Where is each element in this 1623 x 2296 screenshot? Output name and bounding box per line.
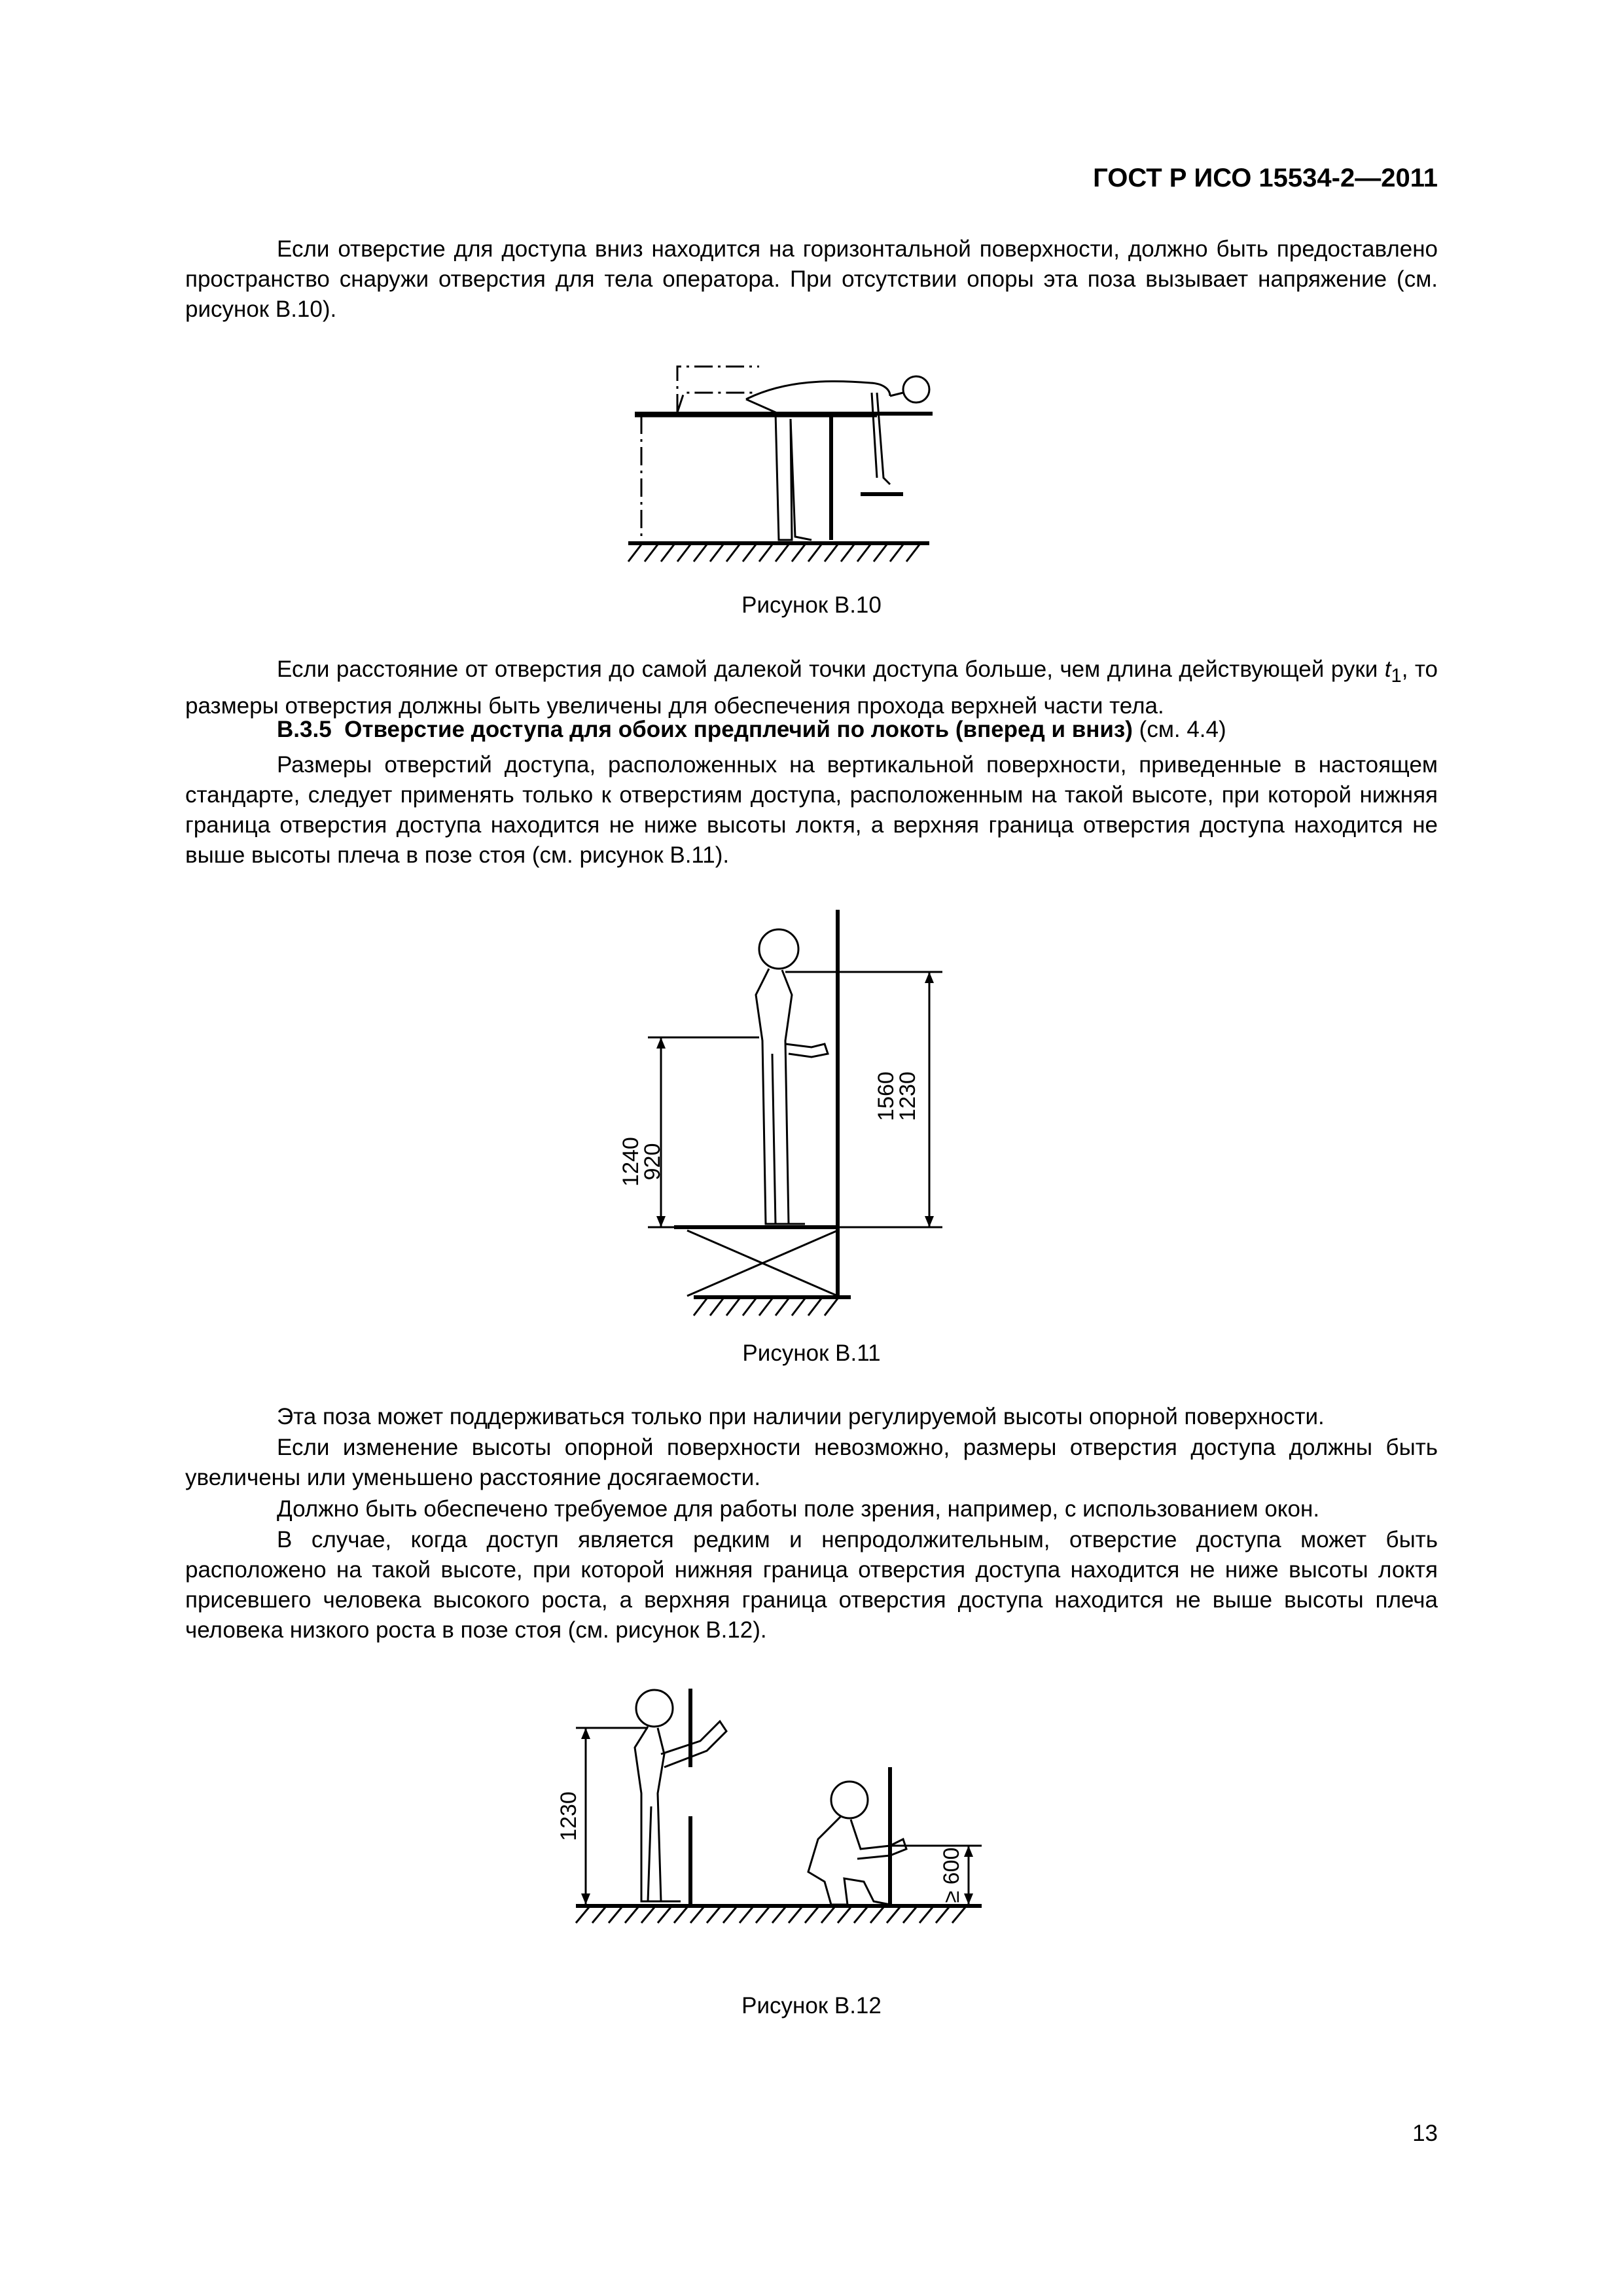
section-ref: (см. 4.4) — [1139, 717, 1226, 742]
paragraph-2-text-a: Если расстояние от отверстия до самой далекой точки доступа больше, чем длина действующей руки — [277, 656, 1385, 682]
paragraph-7: В случае, когда доступ является редким и непродолжительным, отверстие доступа может быть расположено на такой высоте, при которой нижняя граница отверстия доступа находится не ниже высоты локтя присевшего человека высокого роста, а верхняя граница отверстия доступа находится не выше высоты плеча человека низкого роста в позе стоя (см. рисунок В.12). — [185, 1527, 1438, 1643]
figure-b12 — [550, 1682, 1008, 1944]
page-number: 13 — [1412, 2121, 1438, 2146]
paragraph-2 — [185, 655, 1438, 721]
section-heading — [185, 715, 1438, 745]
paragraph-1: Если отверстие для доступа вниз находится на горизонтальной поверхности, должно быть предоставлено пространство снаружи отверстия для тела оператора. При отсутствии опоры эта поза вызывает напряжение (см. рисунок В.10). — [185, 236, 1438, 322]
figure-b11-caption: Рисунок В.11 — [742, 1340, 881, 1366]
symbol-t: t — [1384, 656, 1391, 682]
paragraph-4: Эта поза может поддерживаться только при наличии регулируемой высоты опорной поверхности. — [277, 1404, 1325, 1429]
dim-right-bottom: 1230 — [895, 1071, 920, 1121]
paragraph-3: Размеры отверстий доступа, расположенных на вертикальной поверхности, приведенные в настоящем стандарте, следует применять только к отверстиям доступа, расположенным на такой высоте, при которой нижняя граница отверстия доступа находится не ниже высоты локтя, а верхняя граница отверстия доступа находится не выше высоты плеча в позе стоя (см. рисунок В.11). — [185, 752, 1438, 868]
paragraph-6: Должно быть обеспечено требуемое для работы поле зрения, например, с использованием окон. — [277, 1496, 1320, 1522]
figure-b10 — [615, 353, 942, 576]
dim-left-bottom: 920 — [640, 1143, 665, 1181]
section-number: В.3.5 — [277, 717, 332, 742]
dim-left: 1230 — [556, 1791, 581, 1841]
paragraph-2-text-b: , то размеры отверстия должны быть увеличены для обеспечения прохода верхней части тела. — [185, 656, 1438, 719]
figure-b12-caption: Рисунок В.12 — [741, 1993, 882, 2018]
paragraph-5: Если изменение высоты опорной поверхности невозможно, размеры отверстия доступа должны быть увеличены или уменьшено расстояние досягаемости. — [185, 1435, 1438, 1490]
dim-right: ≥ 600 — [939, 1847, 964, 1903]
figure-b11 — [589, 910, 955, 1329]
dim-right-top: 1560 — [874, 1071, 899, 1121]
symbol-subscript: 1 — [1391, 666, 1402, 687]
dim-left-top: 1240 — [618, 1137, 643, 1187]
figure-b10-caption: Рисунок В.10 — [741, 592, 882, 618]
document-code: ГОСТ Р ИСО 15534-2—2011 — [1093, 164, 1438, 192]
section-title: Отверстие доступа для обоих предплечий по локоть (вперед и вниз) — [344, 717, 1133, 742]
